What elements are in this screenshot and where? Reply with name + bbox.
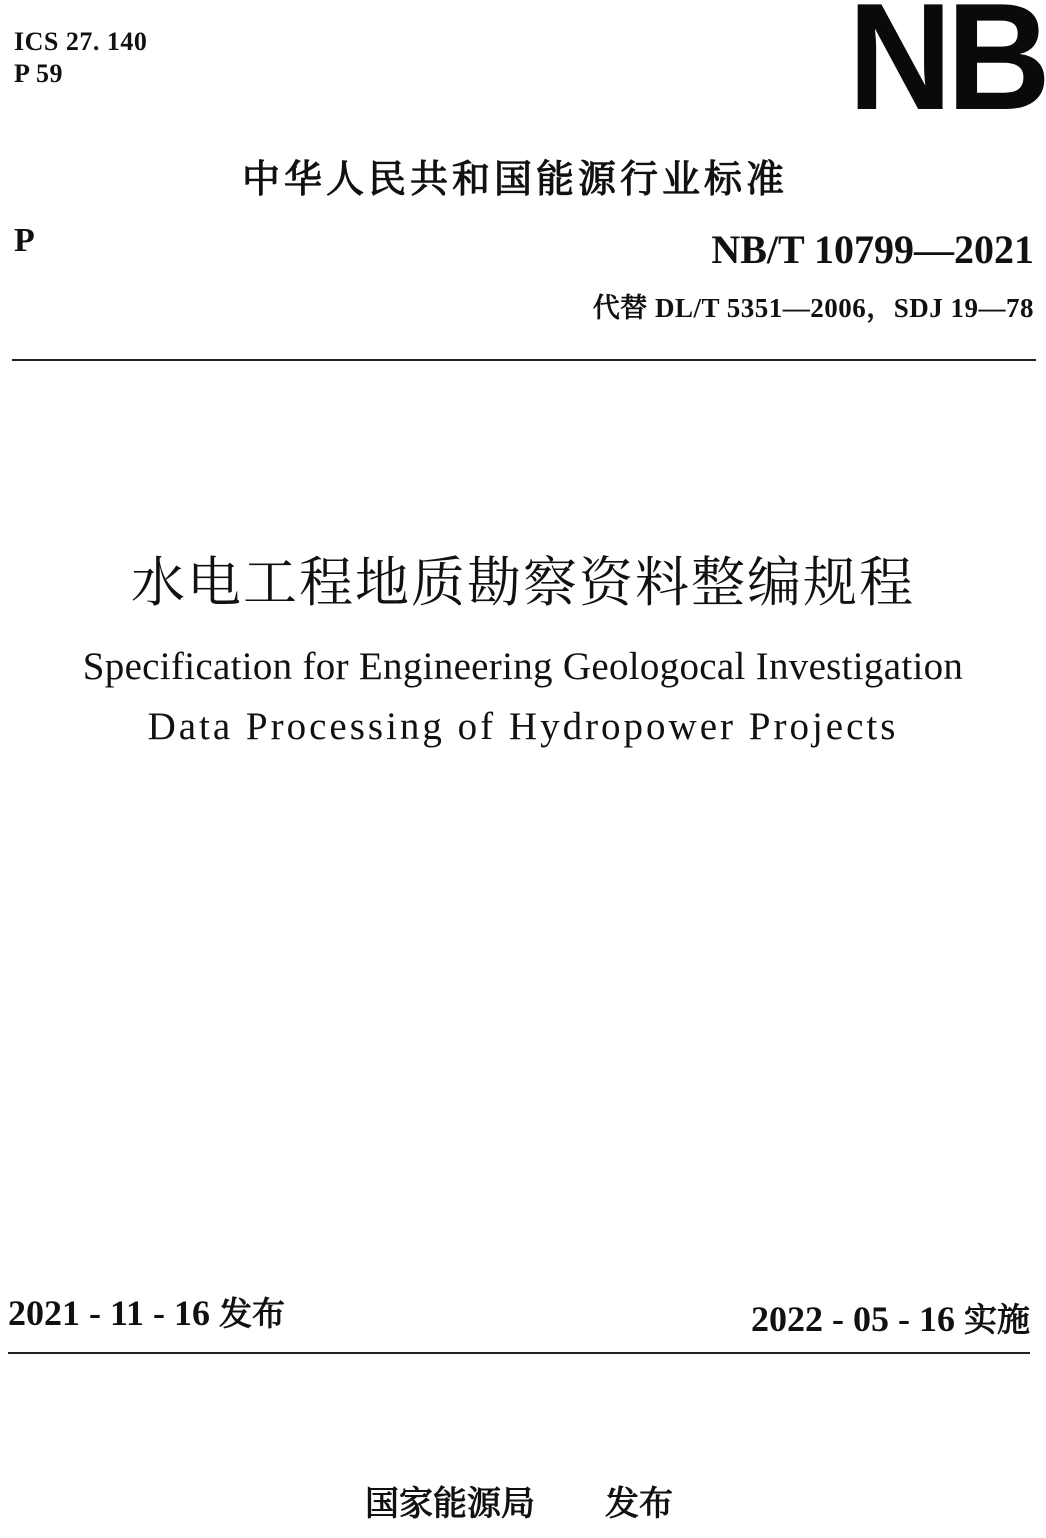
replaces-note: 代替 DL/T 5351—2006，SDJ 19—78 <box>592 293 1034 323</box>
issue-date <box>8 1288 285 1335</box>
document-title-en-line2: Data Processing of Hydropower Projects <box>147 705 899 748</box>
issue-date-value: 2021 - 11 - 16 <box>8 1293 210 1333</box>
ics-code: ICS 27. 140 <box>14 27 148 56</box>
classification-codes <box>14 26 147 90</box>
top-divider <box>12 359 1036 361</box>
document-title-cn: 水电工程地质勘察资料整编规程 <box>131 551 915 614</box>
bottom-divider <box>8 1352 1030 1354</box>
implementation-date-label: 实施 <box>964 1300 1030 1339</box>
document-title-en-line1: Specification for Engineering Geologocal Investigation <box>82 645 964 688</box>
standard-category: 中华人民共和国能源行业标准 <box>241 157 788 201</box>
class-letter: P <box>14 222 35 259</box>
implementation-date-value: 2022 - 05 - 16 <box>751 1299 955 1339</box>
implementation-date <box>751 1294 1030 1341</box>
issue-date-label: 发布 <box>219 1294 285 1333</box>
publisher-line <box>0 1476 1042 1525</box>
ccs-code: P 59 <box>14 59 63 88</box>
publisher-action: 发布 <box>605 1484 673 1524</box>
nb-logo: NB <box>848 0 1046 142</box>
publisher-name: 国家能源局 <box>365 1484 535 1524</box>
standard-number: NB/T 10799—2021 <box>711 227 1034 272</box>
